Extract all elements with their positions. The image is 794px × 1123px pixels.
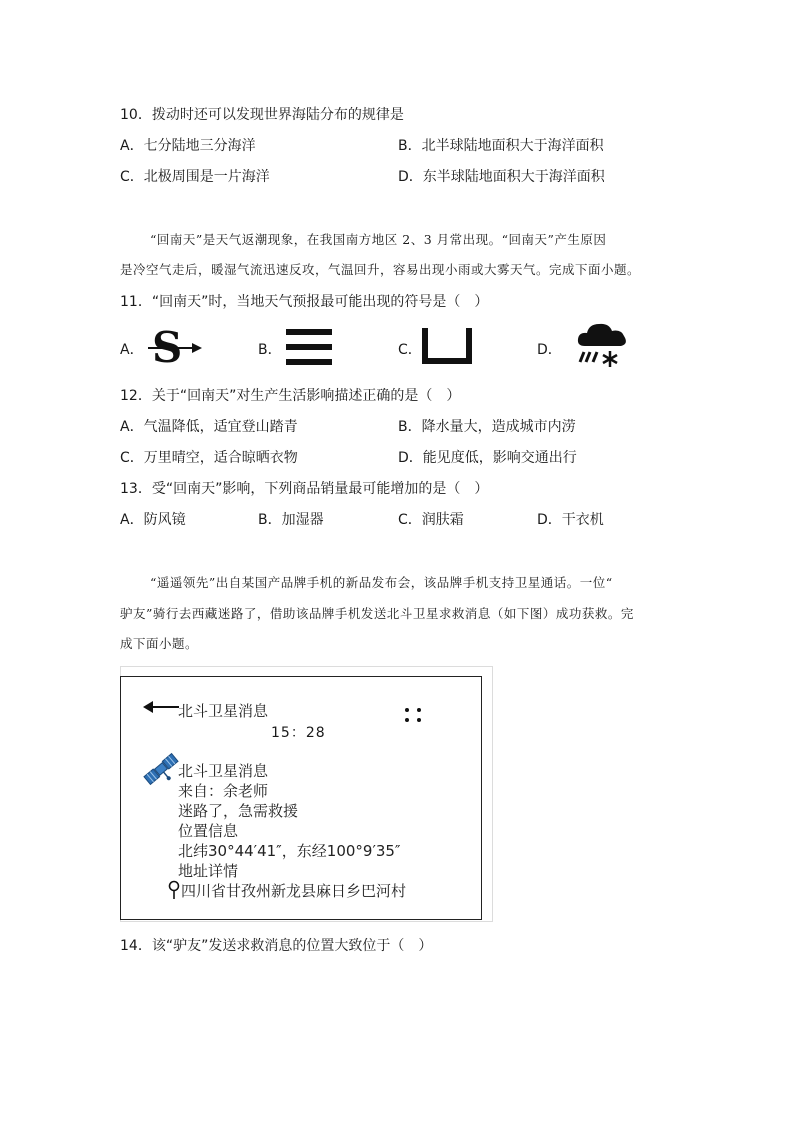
q10-option-c: C．北极周围是一片海洋 — [120, 169, 270, 185]
sleet-symbol-icon — [577, 322, 629, 368]
address-label: 地址详情 — [178, 862, 239, 880]
q11-label-d: D． — [537, 342, 562, 358]
satellite-icon — [142, 751, 180, 787]
passage2-line3: 成下面小题。 — [120, 636, 199, 651]
q10-stem: 10．拨动时还可以发现世界海陆分布的规律是 — [120, 107, 404, 123]
passage1-line2: 是冷空气走后，暖湿气流迅速反攻，气温回升，容易出现小雨或大雾天气。完成下面小题。 — [120, 262, 641, 277]
fog-symbol-icon — [286, 326, 332, 368]
q12-option-d: D．能见度低，影响交通出行 — [398, 450, 577, 466]
q13-stem: 13．受“回南天”影响，下列商品销量最可能增加的是（ ） — [120, 481, 489, 497]
message-content: 迷路了，急需救援 — [178, 802, 299, 820]
location-pin-icon — [168, 880, 180, 900]
q12-option-a: A．气温降低，适宜登山踏青 — [120, 419, 298, 435]
more-dots-icon — [404, 707, 422, 723]
q10-option-d: D．东半球陆地面积大于海洋面积 — [398, 169, 605, 185]
q11-stem: 11．“回南天”时，当地天气预报最可能出现的符号是（ ） — [120, 294, 489, 310]
q12-option-b: B．降水量大，造成城市内涝 — [398, 419, 576, 435]
location-label: 位置信息 — [178, 822, 239, 840]
address-detail: 四川省甘孜州新龙县麻日乡巴河村 — [181, 882, 407, 900]
q10-option-b: B．北半球陆地面积大于海洋面积 — [398, 138, 604, 154]
q11-label-c: C． — [398, 342, 422, 358]
phone-header-title: 北斗卫星消息 — [178, 702, 269, 720]
q12-stem: 12．关于“回南天”对生产生活影响描述正确的是（ ） — [120, 388, 461, 404]
passage1-line1: “回南天”是天气返潮现象，在我国南方地区 2、3 月常出现。“回南天”产生原因 — [150, 232, 607, 247]
q11-label-b: B． — [258, 342, 282, 358]
back-arrow-icon — [143, 700, 179, 714]
q13-option-d: D．干衣机 — [537, 512, 604, 528]
q14-stem: 14．该“驴友”发送求救消息的位置大致位于（ ） — [120, 938, 433, 954]
q13-option-a: A．防风镜 — [120, 512, 186, 528]
q10-option-a: A．七分陆地三分海洋 — [120, 138, 256, 154]
passage2-line1: “遥遥领先”出自某国产品牌手机的新品发布会，该品牌手机支持卫星通话。一位“ — [150, 575, 613, 590]
q11-label-a: A． — [120, 342, 144, 358]
location-coords: 北纬30°44′41″，东经100°9′35″ — [178, 842, 401, 860]
sandstorm-symbol-icon — [148, 326, 202, 368]
drought-symbol-icon — [422, 328, 472, 364]
q13-option-c: C．润肤霜 — [398, 512, 464, 528]
q13-option-b: B．加湿器 — [258, 512, 324, 528]
message-from: 来自：余老师 — [178, 782, 269, 800]
svg-text:S: S — [152, 326, 183, 368]
phone-time: 15：28 — [271, 725, 326, 741]
passage2-line2: 驴友”骑行去西藏迷路了，借助该品牌手机发送北斗卫星求救消息（如下图）成功获救。完 — [120, 606, 634, 621]
q12-option-c: C．万里晴空，适合晾晒衣物 — [120, 450, 298, 466]
message-title: 北斗卫星消息 — [178, 762, 269, 780]
